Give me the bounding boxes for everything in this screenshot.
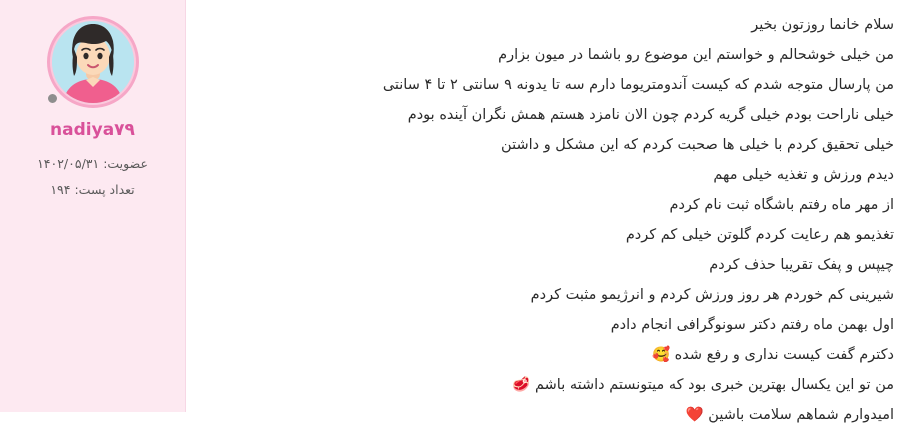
author-username[interactable]: nadiya۷۹ xyxy=(50,120,135,140)
message-line: سلام خانما روزتون بخیر xyxy=(751,17,894,33)
avatar[interactable] xyxy=(47,16,139,108)
message-line: تغذیمو هم رعایت کردم گلوتن خیلی کم کردم xyxy=(625,227,894,243)
message-line: امیدوارم شماهم سلامت باشین ❤️ xyxy=(685,407,894,423)
post-message-body xyxy=(186,0,924,423)
message-line: من تو این یکسال بهترین خبری بود که میتونستم داشته باشم 🥩 xyxy=(512,377,894,393)
message-line: چیپس و پفک تقریبا حذف کردم xyxy=(709,257,894,273)
message-line: دکترم گفت کیست نداری و رفع شده 🥰 xyxy=(652,347,894,363)
author-post-count: تعداد پست: ۱۹۴ xyxy=(50,182,135,197)
avatar-image xyxy=(52,21,134,103)
message-line: من پارسال متوجه شدم که کیست آندومتریوما دارم سه تا یدونه ۹ سانتی ۲ تا ۴ سانتی xyxy=(382,77,894,93)
message-line: شیرینی کم خوردم هر روز ورزش کردم و انرژیمو مثبت کردم xyxy=(530,287,894,303)
post-author-panel xyxy=(0,0,186,412)
message-line: دیدم ورزش و تغذیه خیلی مهم xyxy=(713,167,894,183)
message-line: خیلی تحقیق کردم با خیلی ها صحبت کردم که این مشکل و داشتن xyxy=(501,137,894,153)
message-line: خیلی ناراحت بودم خیلی گریه کردم چون الان نامزد هستم همش نگران آینده بودم xyxy=(407,107,894,123)
message-line: اول بهمن ماه رفتم دکتر سونوگرافی انجام دادم xyxy=(610,317,894,333)
message-line: از مهر ماه رفتم باشگاه ثبت نام کردم xyxy=(669,197,894,213)
offline-status-dot xyxy=(46,92,59,105)
author-join-date: عضویت: ۱۴۰۲/۰۵/۳۱ xyxy=(37,156,148,171)
message-line: من خیلی خوشحالم و خواستم این موضوع رو باشما در میون بزارم xyxy=(498,47,894,63)
